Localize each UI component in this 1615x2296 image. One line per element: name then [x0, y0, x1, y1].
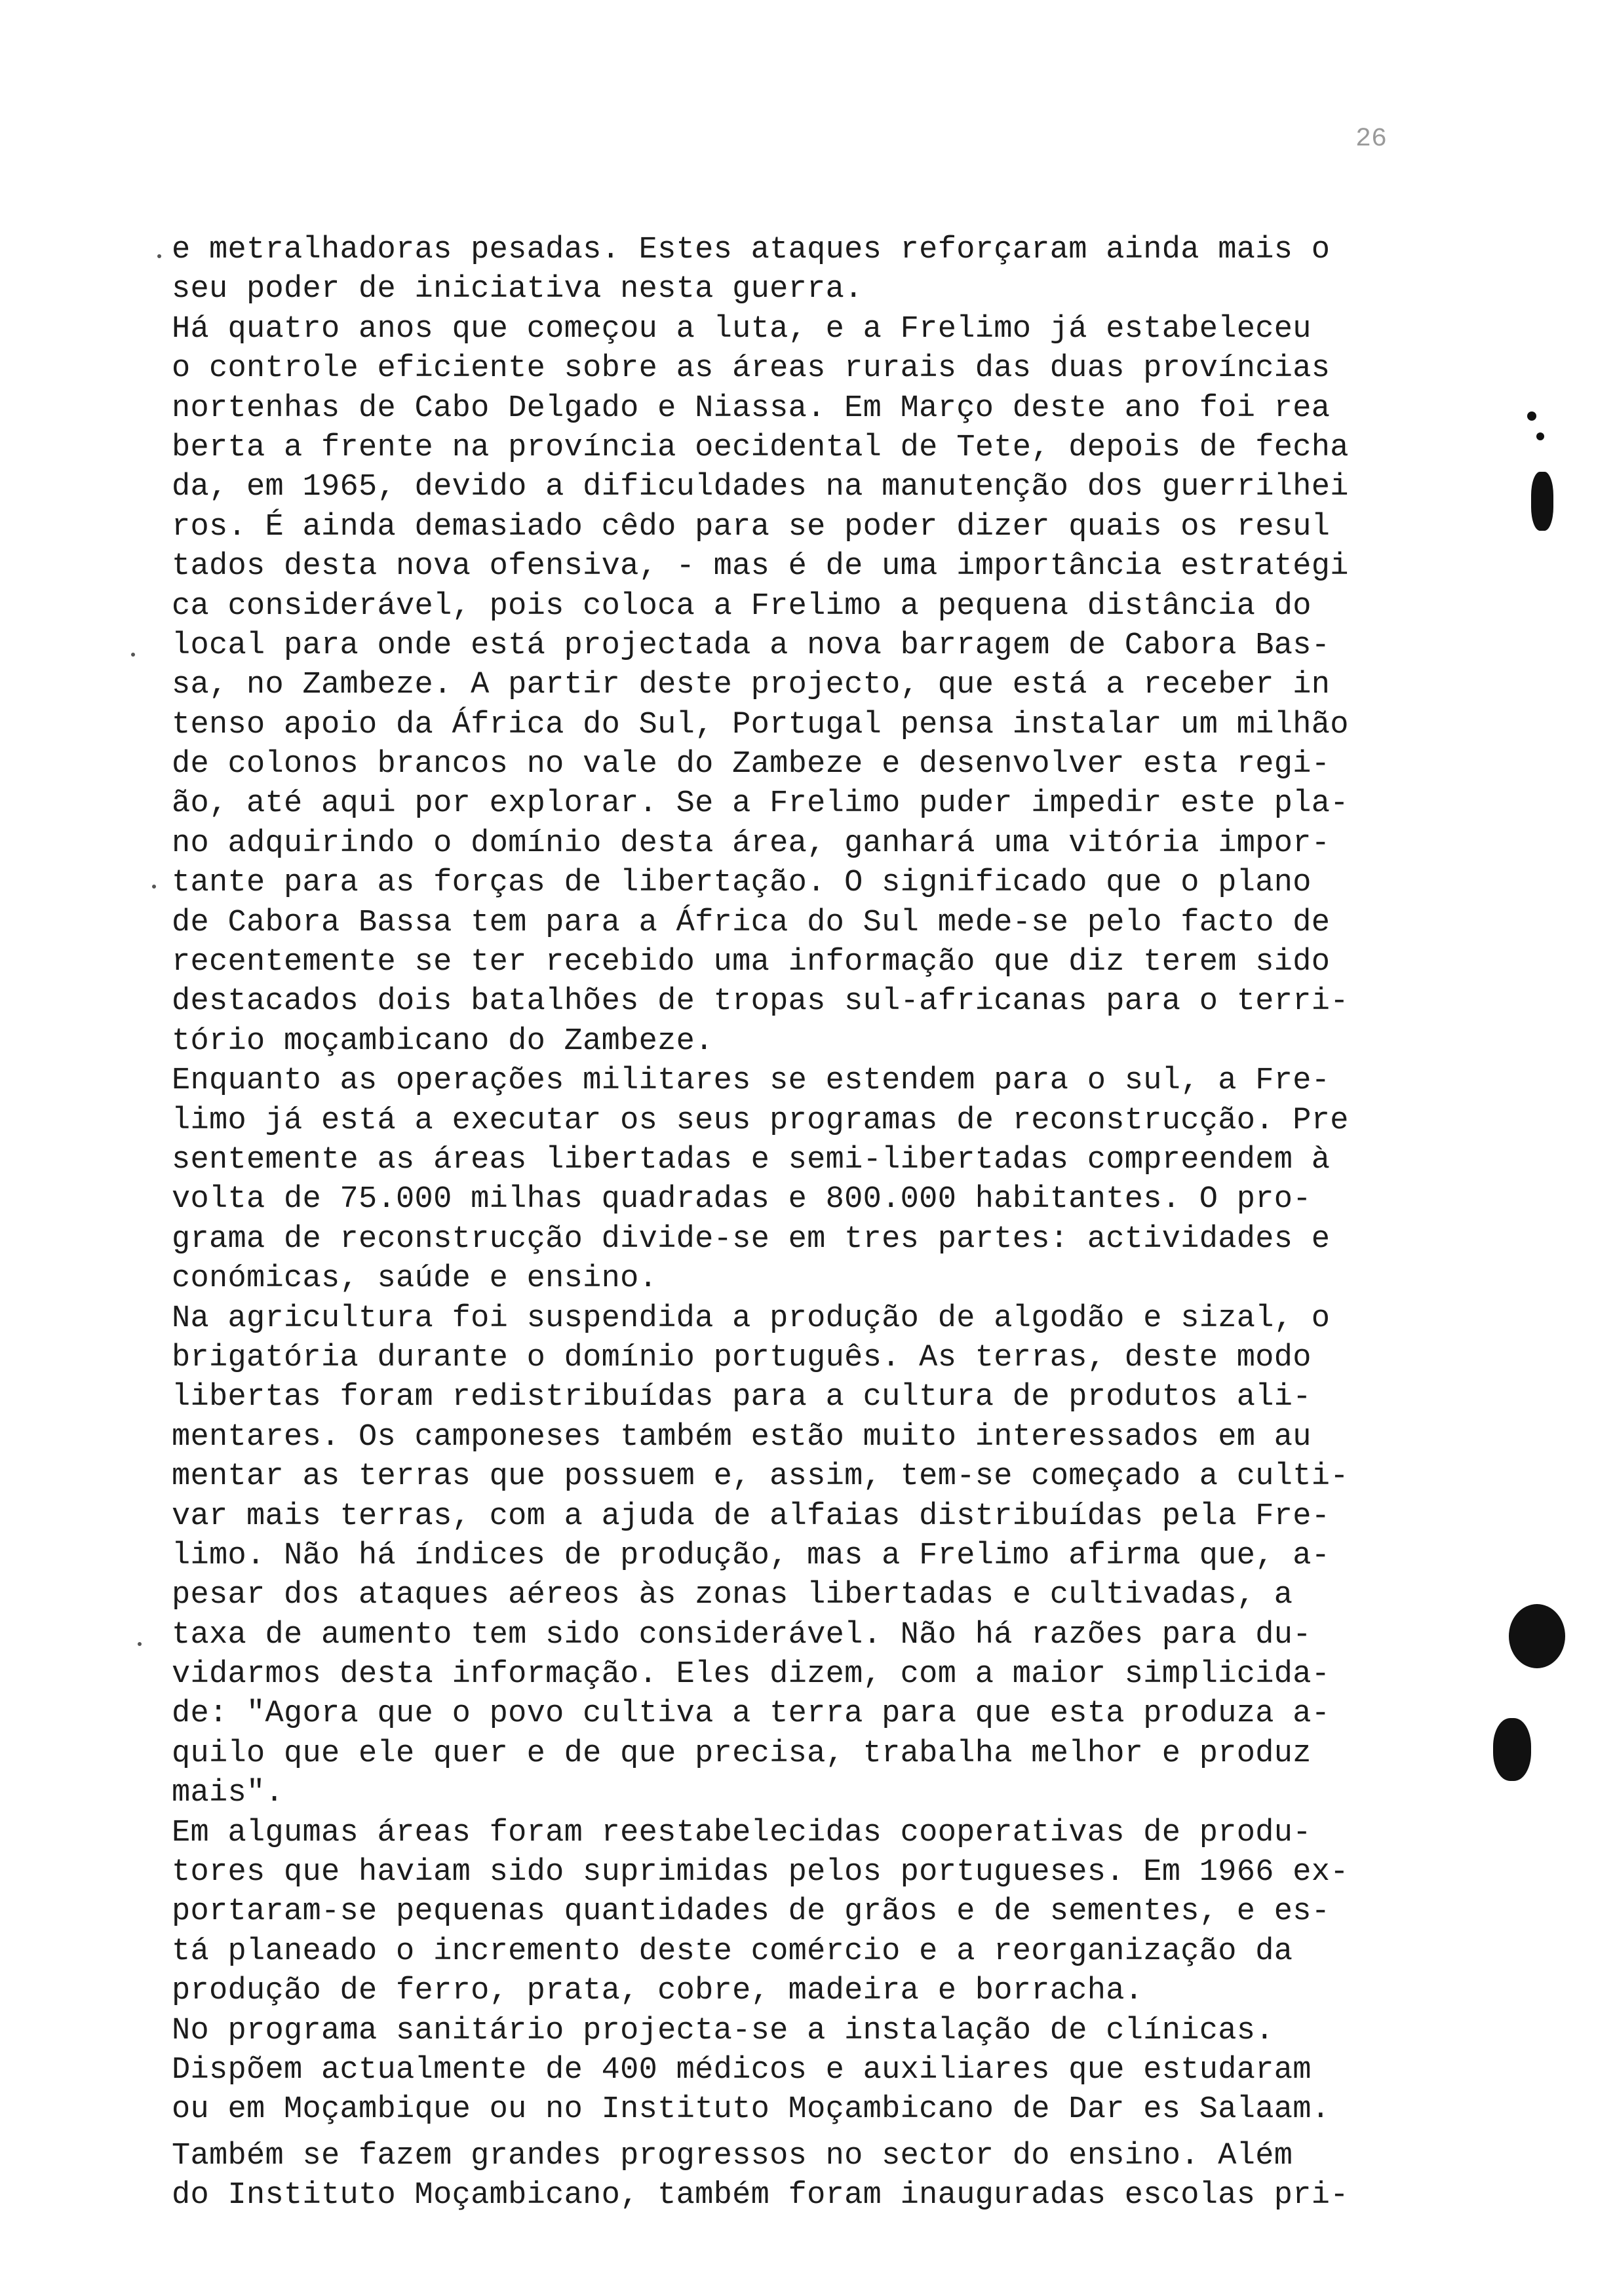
- scan-speck: [157, 254, 161, 258]
- text-line: o controle eficiente sobre as áreas rurais das duas províncias: [172, 351, 1331, 387]
- text-line: conómicas, saúde e ensino.: [172, 1261, 658, 1297]
- text-line: produção de ferro, prata, cobre, madeira e borracha.: [172, 1974, 1144, 2009]
- text-line: tados desta nova ofensiva, - mas é de uma importância estratégi: [172, 549, 1349, 584]
- text-line: pesar dos ataques aéreos às zonas libertadas e cultivadas, a: [172, 1578, 1293, 1613]
- text-line: no adquirindo o domínio desta área, ganhará uma vitória impor-: [172, 826, 1331, 861]
- text-line: do Instituto Moçambicano, também foram inauguradas escolas pri-: [172, 2178, 1349, 2213]
- text-line: Também se fazem grandes progressos no sector do ensino. Além: [172, 2138, 1293, 2173]
- ink-blot: [1509, 1604, 1565, 1668]
- text-line: portaram-se pequenas quantidades de grãos e de sementes, e es-: [172, 1894, 1331, 1930]
- text-line: sentemente as áreas libertadas e semi-libertadas compreendem à: [172, 1142, 1331, 1177]
- text-line: brigatória durante o domínio português. As terras, deste modo: [172, 1340, 1312, 1375]
- text-line: libertas foram redistribuídas para a cultura de produtos ali-: [172, 1380, 1312, 1415]
- text-line: berta a frente na província oecidental de Tete, depois de fecha: [172, 430, 1349, 465]
- text-line: tores que haviam sido suprimidas pelos portugueses. Em 1966 ex-: [172, 1855, 1349, 1890]
- ink-blot: [1527, 411, 1536, 421]
- text-line: tá planeado o incremento deste comércio e a reorganização da: [172, 1934, 1293, 1969]
- text-line: quilo que ele quer e de que precisa, trabalha melhor e produz: [172, 1736, 1312, 1771]
- ink-blot: [1493, 1718, 1531, 1781]
- text-line: Há quatro anos que começou a luta, e a Frelimo já estabeleceu: [172, 311, 1312, 347]
- text-line: mentar as terras que possuem e, assim, tem-se começado a culti-: [172, 1459, 1349, 1495]
- text-line: Em algumas áreas foram reestabelecidas cooperativas de produ-: [172, 1815, 1312, 1850]
- text-line: mais".: [172, 1776, 284, 1811]
- text-line: Na agricultura foi suspendida a produção de algodão e sizal, o: [172, 1301, 1331, 1336]
- text-line: var mais terras, com a ajuda de alfaias distribuídas pela Fre-: [172, 1499, 1331, 1534]
- text-line: limo já está a executar os seus programas de reconstrucção. Pre: [172, 1103, 1349, 1138]
- text-line: sa, no Zambeze. A partir deste projecto, que está a receber in: [172, 668, 1331, 703]
- text-line: limo. Não há índices de produção, mas a Frelimo afirma que, a-: [172, 1538, 1331, 1573]
- text-line: e metralhadoras pesadas. Estes ataques reforçaram ainda mais o: [172, 233, 1331, 267]
- scan-speck: [138, 1642, 142, 1646]
- text-line: ca considerável, pois coloca a Frelimo a pequena distância do: [172, 588, 1312, 624]
- text-line: volta de 75.000 milhas quadradas e 800.000 habitantes. O pro-: [172, 1182, 1312, 1217]
- text-line: grama de reconstrucção divide-se em tres partes: actividades e: [172, 1221, 1331, 1257]
- text-line: nortenhas de Cabo Delgado e Niassa. Em Março deste ano foi rea: [172, 391, 1331, 426]
- text-line: vidarmos desta informação. Eles dizem, com a maior simplicida-: [172, 1657, 1331, 1693]
- typed-document-body: [172, 231, 1483, 2216]
- text-line: mentares. Os camponeses também estão muito interessados em au: [172, 1419, 1312, 1455]
- text-line: seu poder de iniciativa nesta guerra.: [172, 272, 863, 307]
- text-line: ão, até aqui por explorar. Se a Frelimo puder impedir este pla-: [172, 786, 1349, 822]
- text-line: No programa sanitário projecta-se a instalação de clínicas.: [172, 2013, 1274, 2048]
- text-line: tante para as forças de libertação. O significado que o plano: [172, 866, 1312, 901]
- text-line: ou em Moçambique ou no Instituto Moçambicano de Dar es Salaam.: [172, 2092, 1331, 2128]
- text-line: local para onde está projectada a nova barragem de Cabora Bas-: [172, 628, 1331, 663]
- text-line: de colonos brancos no vale do Zambeze e desenvolver esta regi-: [172, 747, 1331, 782]
- text-line: da, em 1965, devido a dificuldades na manutenção dos guerrilhei: [172, 470, 1349, 505]
- text-line: ros. É ainda demasiado cêdo para se poder dizer quais os resul: [172, 509, 1331, 545]
- page-number: 26: [1355, 124, 1388, 154]
- ink-blot: [1531, 472, 1553, 531]
- text-line: Enquanto as operações militares se estendem para o sul, a Fre-: [172, 1063, 1331, 1099]
- scan-speck: [131, 653, 135, 657]
- text-line: tenso apoio da África do Sul, Portugal pensa instalar um milhão: [172, 707, 1349, 742]
- scan-speck: [152, 885, 156, 889]
- text-line: Dispõem actualmente de 400 médicos e auxiliares que estudaram: [172, 2052, 1312, 2088]
- text-line: destacados dois batalhões de tropas sul-africanas para o terri-: [172, 984, 1349, 1020]
- text-line: de: "Agora que o povo cultiva a terra para que esta produza a-: [172, 1696, 1331, 1732]
- text-line: taxa de aumento tem sido considerável. Não há razões para du-: [172, 1617, 1312, 1653]
- text-line: recentemente se ter recebido uma informação que diz terem sido: [172, 945, 1331, 980]
- ink-blot: [1536, 432, 1544, 440]
- text-line: tório moçambicano do Zambeze.: [172, 1024, 714, 1059]
- text-line: de Cabora Bassa tem para a África do Sul mede-se pelo facto de: [172, 905, 1331, 940]
